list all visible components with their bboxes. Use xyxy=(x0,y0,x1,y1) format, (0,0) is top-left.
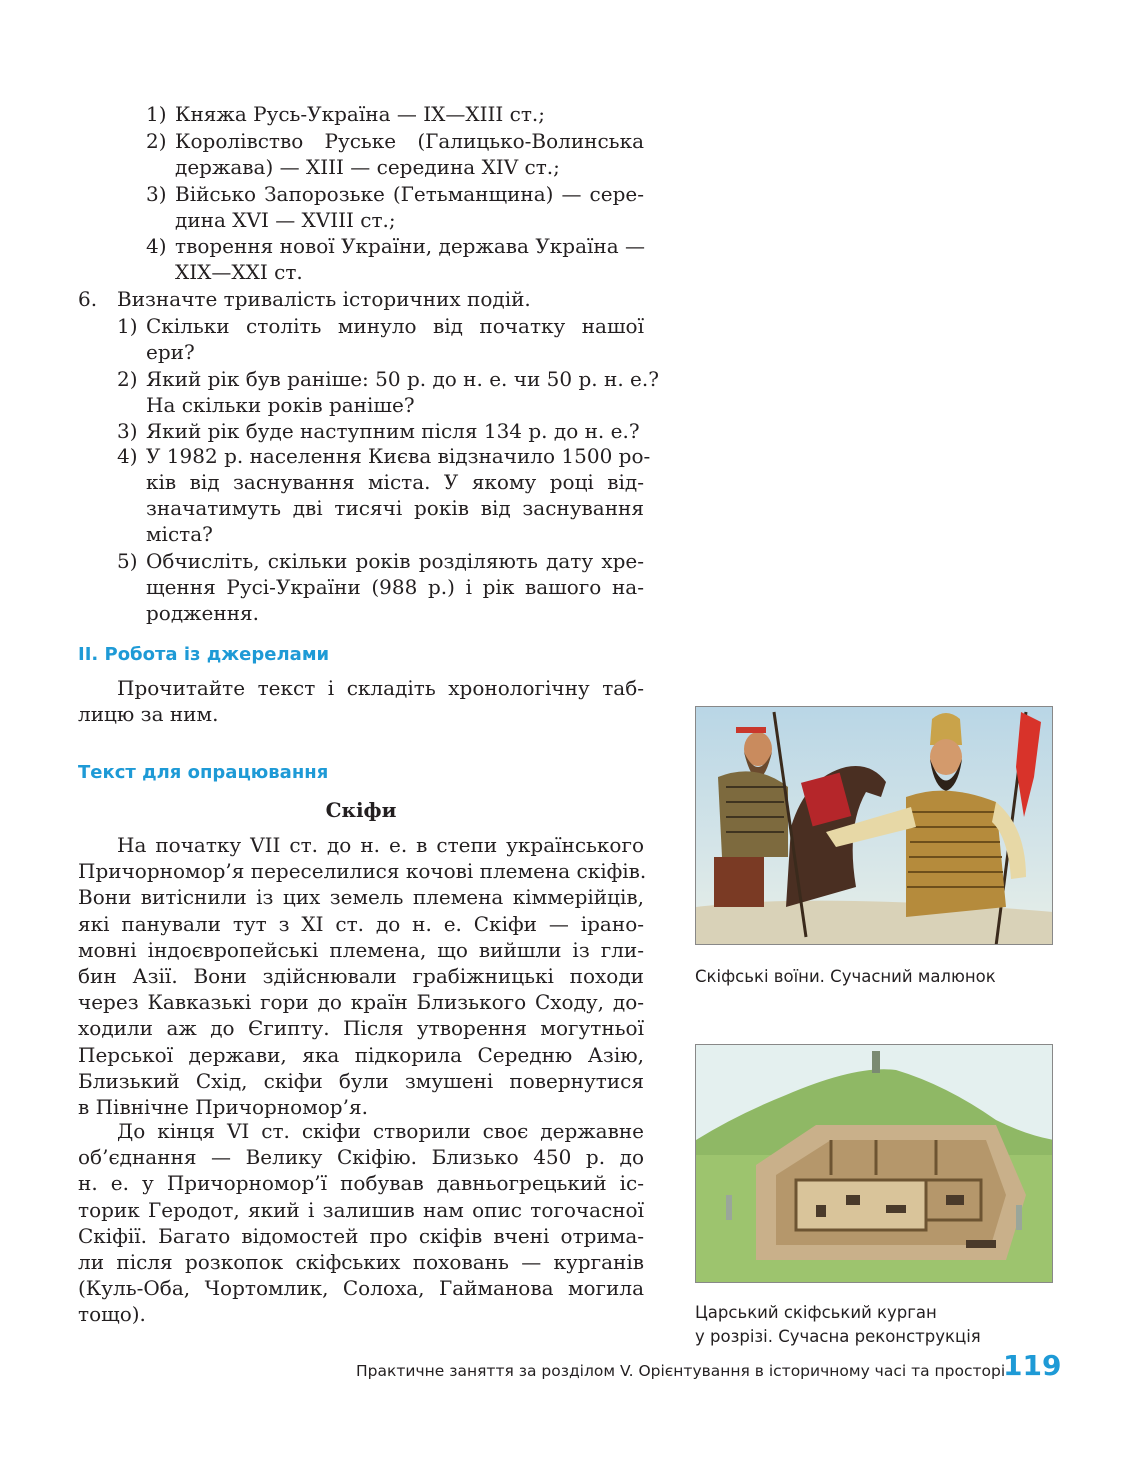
list-item-text: Королівство Руське (Галицько-Волинська xyxy=(175,129,644,153)
paragraph-line: До кінця VI ст. скіфи створили своє державне xyxy=(117,1119,644,1143)
list-item-text: XIX—XXI ст. xyxy=(175,260,303,284)
question-number: 2) xyxy=(117,367,138,391)
text-heading: Текст для опрацювання xyxy=(78,762,329,783)
list-item-text: творення нової України, держава Україна — xyxy=(175,234,646,258)
royal-kurgan-image xyxy=(695,1044,1053,1283)
list-item-text: Княжа Русь-Україна — IX—XIII ст.; xyxy=(175,102,546,126)
section-intro-line: лицю за ним. xyxy=(78,702,219,726)
question-text: На скільки років раніше? xyxy=(146,393,415,417)
paragraph-line: Перської держави, яка підкорила Середню Азію, xyxy=(78,1042,644,1067)
list-item-text: дина XVI — XVIII ст.; xyxy=(175,208,396,232)
paragraph-line: бин Азії. Вони здійснювали грабіжницькі походи xyxy=(78,964,644,988)
paragraph-line: н. е. у Причорномор’ї побував давньогрецький іс- xyxy=(78,1171,644,1196)
paragraph-line: Близький Схід, скіфи були змушені повернутися xyxy=(78,1068,644,1093)
question-text: Скільки століть минуло від початку нашої xyxy=(146,314,644,338)
task-title: Визначте тривалість історичних подій. xyxy=(117,287,531,311)
question-text: родження. xyxy=(146,601,260,625)
paragraph-line: мовні індоєвропейські племена, що вийшли із гли- xyxy=(78,937,644,962)
warriors-illustration xyxy=(696,707,1053,945)
question-text: ків від заснування міста. У якому році від- xyxy=(146,470,644,494)
question-number: 4) xyxy=(117,444,138,468)
paragraph-line: На початку VII ст. до н. е. в степи українського xyxy=(117,833,644,857)
paragraph-line: тощо). xyxy=(78,1302,146,1327)
list-item-text: держава) — XIII — середина XIV ст.; xyxy=(175,155,560,179)
paragraph-line: торик Геродот, який і залишив нам опис тогочасної xyxy=(78,1197,644,1222)
page-number: 119 xyxy=(1003,1349,1062,1382)
section-intro-line: Прочитайте текст і складіть хронологічну таб- xyxy=(117,676,644,700)
task-number: 6. xyxy=(78,287,98,311)
kurgan-caption-line: у розрізі. Сучасна реконструкція xyxy=(695,1327,981,1346)
list-number: 2) xyxy=(146,129,167,153)
question-text: ери? xyxy=(146,340,195,364)
list-number: 3) xyxy=(146,182,167,206)
question-text: Який рік буде наступним після 134 р. до н. е.? xyxy=(146,419,640,443)
paragraph-line: Вони витіснили із цих земель племена кіммерійців, xyxy=(78,885,644,910)
paragraph-line: (Куль-Оба, Чортомлик, Солоха, Гайманова могила xyxy=(78,1276,644,1301)
question-text: Який рік був раніше: 50 р. до н. е. чи 50 р. н. е.? xyxy=(146,367,659,391)
paragraph-line: об’єднання — Велику Скіфію. Близько 450 р. до xyxy=(78,1145,644,1170)
list-number: 1) xyxy=(146,102,167,126)
section-heading: II. Робота із джерелами xyxy=(78,644,330,665)
paragraph-line: в Північне Причорномор’я. xyxy=(78,1095,368,1119)
question-text: значатимуть дві тисячі років від заснування xyxy=(146,496,644,520)
paragraph-line: ли після розкопок скіфських поховань — курганів xyxy=(78,1250,644,1274)
text-title: Скіфи xyxy=(325,798,397,822)
question-text: У 1982 р. населення Києва відзначило 1500 ро- xyxy=(146,444,651,468)
question-text: щення Русі-України (988 р.) і рік вашого на- xyxy=(146,575,644,599)
paragraph-line: які панували тут з XI ст. до н. е. Скіфи — ірано- xyxy=(78,911,644,936)
kurgan-illustration xyxy=(696,1045,1053,1283)
question-number: 1) xyxy=(117,314,138,338)
question-text: міста? xyxy=(146,522,213,546)
question-number: 5) xyxy=(117,549,138,573)
list-item-text: Військо Запорозьке (Гетьманщина) — сере- xyxy=(175,182,644,206)
kurgan-caption-line: Царський скіфський курган xyxy=(695,1303,937,1322)
footer-running-title: Практичне заняття за розділом V. Орієнтування в історичному часі та просторі xyxy=(356,1362,1006,1380)
paragraph-line: Скіфії. Багато відомостей про скіфів вчені отрима- xyxy=(78,1223,644,1248)
question-text: Обчисліть, скільки років розділяють дату хре- xyxy=(146,549,644,573)
warriors-caption: Скіфські воїни. Сучасний малюнок xyxy=(695,967,996,986)
list-number: 4) xyxy=(146,234,167,258)
scythian-warriors-image xyxy=(695,706,1053,945)
question-number: 3) xyxy=(117,419,138,443)
paragraph-line: через Кавказькі гори до країн Близького Сходу, до- xyxy=(78,990,644,1015)
paragraph-line: ходили аж до Єгипту. Після утворення могутньої xyxy=(78,1016,644,1041)
paragraph-line: Причорномор’я переселилися кочові племена скіфів. xyxy=(78,859,647,884)
